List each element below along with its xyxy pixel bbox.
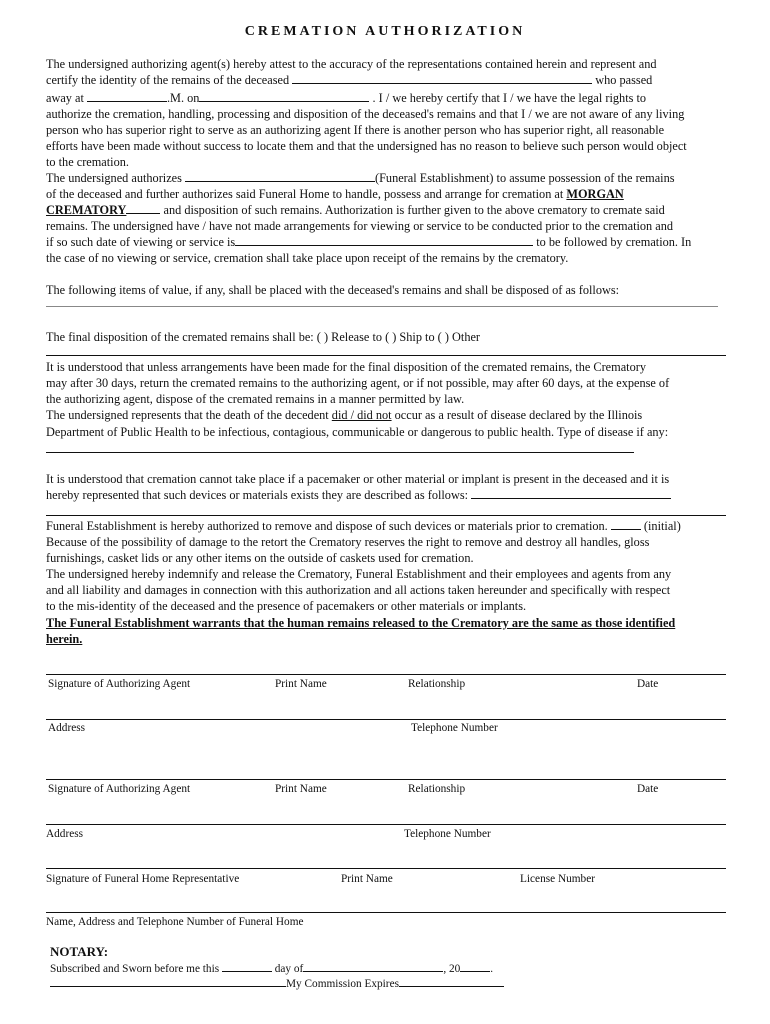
date-label: Date [637, 678, 659, 690]
did-did-not-option[interactable]: did / did not [331, 408, 392, 422]
notary-signature-field[interactable] [50, 976, 286, 987]
disposition-line: The final disposition of the cremated remains shall be: ( ) Release to ( ) Ship to ( ) Other [46, 330, 481, 344]
disposition-field[interactable] [46, 355, 726, 356]
text-line: It is understood that unless arrangements have been made for the final disposition of the cremated remains, the Crematory [46, 360, 646, 374]
devices-description-field-2[interactable] [46, 515, 726, 516]
telephone-label: Telephone Number [411, 722, 498, 734]
crematory-name-cont: CREMATORY [46, 203, 127, 217]
text-line: The undersigned hereby indemnify and release the Crematory, Funeral Establishment and their employees and agents from any [46, 567, 672, 581]
notary-commission-line: My Commission Expires [50, 976, 504, 990]
time-of-death-field[interactable] [87, 90, 167, 102]
text-line: person who has superior right to serve as an authorizing agent If there is another person who has superior right, all reasonable [46, 123, 665, 137]
print-name-label: Print Name [341, 873, 393, 885]
print-name-label: Print Name [275, 678, 327, 690]
commission-expires-field[interactable] [399, 976, 504, 987]
text-line: efforts have been made without success to locate them and that the undersigned has no reason to believe such person would object [46, 139, 687, 153]
funeral-home-line[interactable] [46, 912, 726, 913]
signature-label: Signature of Authorizing Agent [48, 783, 191, 795]
date-of-death-field[interactable] [199, 90, 369, 102]
text-line: It is understood that cremation cannot take place if a pacemaker or other material or implant is present in the deceased and it is [46, 472, 670, 486]
text-line: away at .M. on . I / we hereby certify that I / we have the legal rights to [46, 91, 647, 105]
form-title: CREMATION AUTHORIZATION [244, 24, 526, 39]
notary-sworn-line: Subscribed and Sworn before me this day of , 20 . [50, 963, 494, 975]
text-line: of the deceased and further authorizes said Funeral Home to handle, possess and arrange for cremation at MORGAN [46, 187, 624, 201]
text-line: if so such date of viewing or service is to be followed by cremation. In [46, 235, 692, 249]
relationship-label: Relationship [408, 783, 466, 795]
items-of-value-line: The following items of value, if any, shall be placed with the deceased's remains and shall be disposed of as follows: [46, 283, 620, 297]
text-line: furnishings, casket lids or any other items on the outside of caskets used for cremation. [46, 551, 474, 565]
text-line: to the cremation. [46, 155, 129, 169]
signature-line[interactable] [46, 674, 726, 675]
funeral-home-label: Name, Address and Telephone Number of Funeral Home [46, 916, 304, 928]
signature-line[interactable] [46, 779, 726, 780]
text-line: Because of the possibility of damage to the retort the Crematory reserves the right to remove and destroy all handles, gloss [46, 535, 650, 549]
notary-day-field[interactable] [222, 961, 272, 972]
items-of-value-field[interactable] [46, 306, 718, 307]
text-line: to the mis-identity of the deceased and the presence of pacemakers or other materials or implants. [46, 599, 527, 613]
text-line: authorize the cremation, handling, processing and disposition of the deceased's remains and that I / we are not aware of any living [46, 107, 685, 121]
deceased-name-field[interactable] [292, 72, 592, 84]
text-line: The undersigned authorizing agent(s) hereby attest to the accuracy of the representations contained herein and represent and [46, 57, 657, 71]
text-line: and all liability and damages in connection with this authorization and all actions taken hereunder and specifically with respect [46, 583, 671, 597]
viewing-date-field[interactable] [235, 234, 533, 246]
address-label: Address [48, 722, 86, 734]
warranty-statement: The Funeral Establishment warrants that the human remains released to the Crematory are the same as those identified [46, 616, 676, 630]
text-line: The undersigned represents that the death of the decedent did / did not occur as a result of disease declared by the Illinois [46, 408, 643, 422]
notary-heading: NOTARY: [50, 944, 109, 959]
relationship-label: Relationship [408, 678, 466, 690]
disease-type-field[interactable] [46, 452, 634, 453]
notary-year-field[interactable] [460, 961, 490, 972]
text-line: the case of no viewing or service, cremation shall take place upon receipt of the remains by the crematory. [46, 251, 569, 265]
license-label: License Number [520, 873, 595, 885]
signature-line[interactable] [46, 868, 726, 869]
warranty-statement-cont: herein. [46, 632, 83, 646]
address-line[interactable] [46, 824, 726, 825]
text-line: Funeral Establishment is hereby authorized to remove and dispose of such devices or materials prior to cremation. (initial) [46, 519, 681, 533]
text-line: CREMATORY and disposition of such remains. Authorization is further given to the above crematory to cremate said [46, 203, 665, 217]
print-name-label: Print Name [275, 783, 327, 795]
signature-label: Signature of Authorizing Agent [48, 678, 191, 690]
notary-month-field[interactable] [303, 961, 443, 972]
telephone-label: Telephone Number [404, 828, 491, 840]
text-line: certify the identity of the remains of the deceased who passed [46, 73, 653, 87]
text-line: The undersigned authorizes (Funeral Establishment) to assume possession of the remains [46, 171, 675, 185]
signature-label: Signature of Funeral Home Representative [46, 873, 240, 885]
address-label: Address [46, 828, 84, 840]
text-line: may after 30 days, return the cremated remains to the authorizing agent, or if not possible, may after 60 days, at the expense of [46, 376, 670, 390]
initial-field[interactable] [611, 518, 641, 530]
devices-description-field[interactable] [471, 487, 671, 499]
text-line: the authorizing agent, dispose of the cremated remains in a manner permitted by law. [46, 392, 465, 406]
address-line[interactable] [46, 719, 726, 720]
funeral-establishment-field[interactable] [185, 170, 375, 182]
text-line: remains. The undersigned have / have not made arrangements for viewing or service to be conducted prior to the cremation and [46, 219, 674, 233]
text-line: Department of Public Health to be infectious, contagious, communicable or dangerous to public health. Type of disease if any: [46, 425, 669, 439]
crematory-name: MORGAN [566, 187, 624, 201]
text-line: hereby represented that such devices or materials exists they are described as follows: [46, 487, 671, 503]
date-label: Date [637, 783, 659, 795]
